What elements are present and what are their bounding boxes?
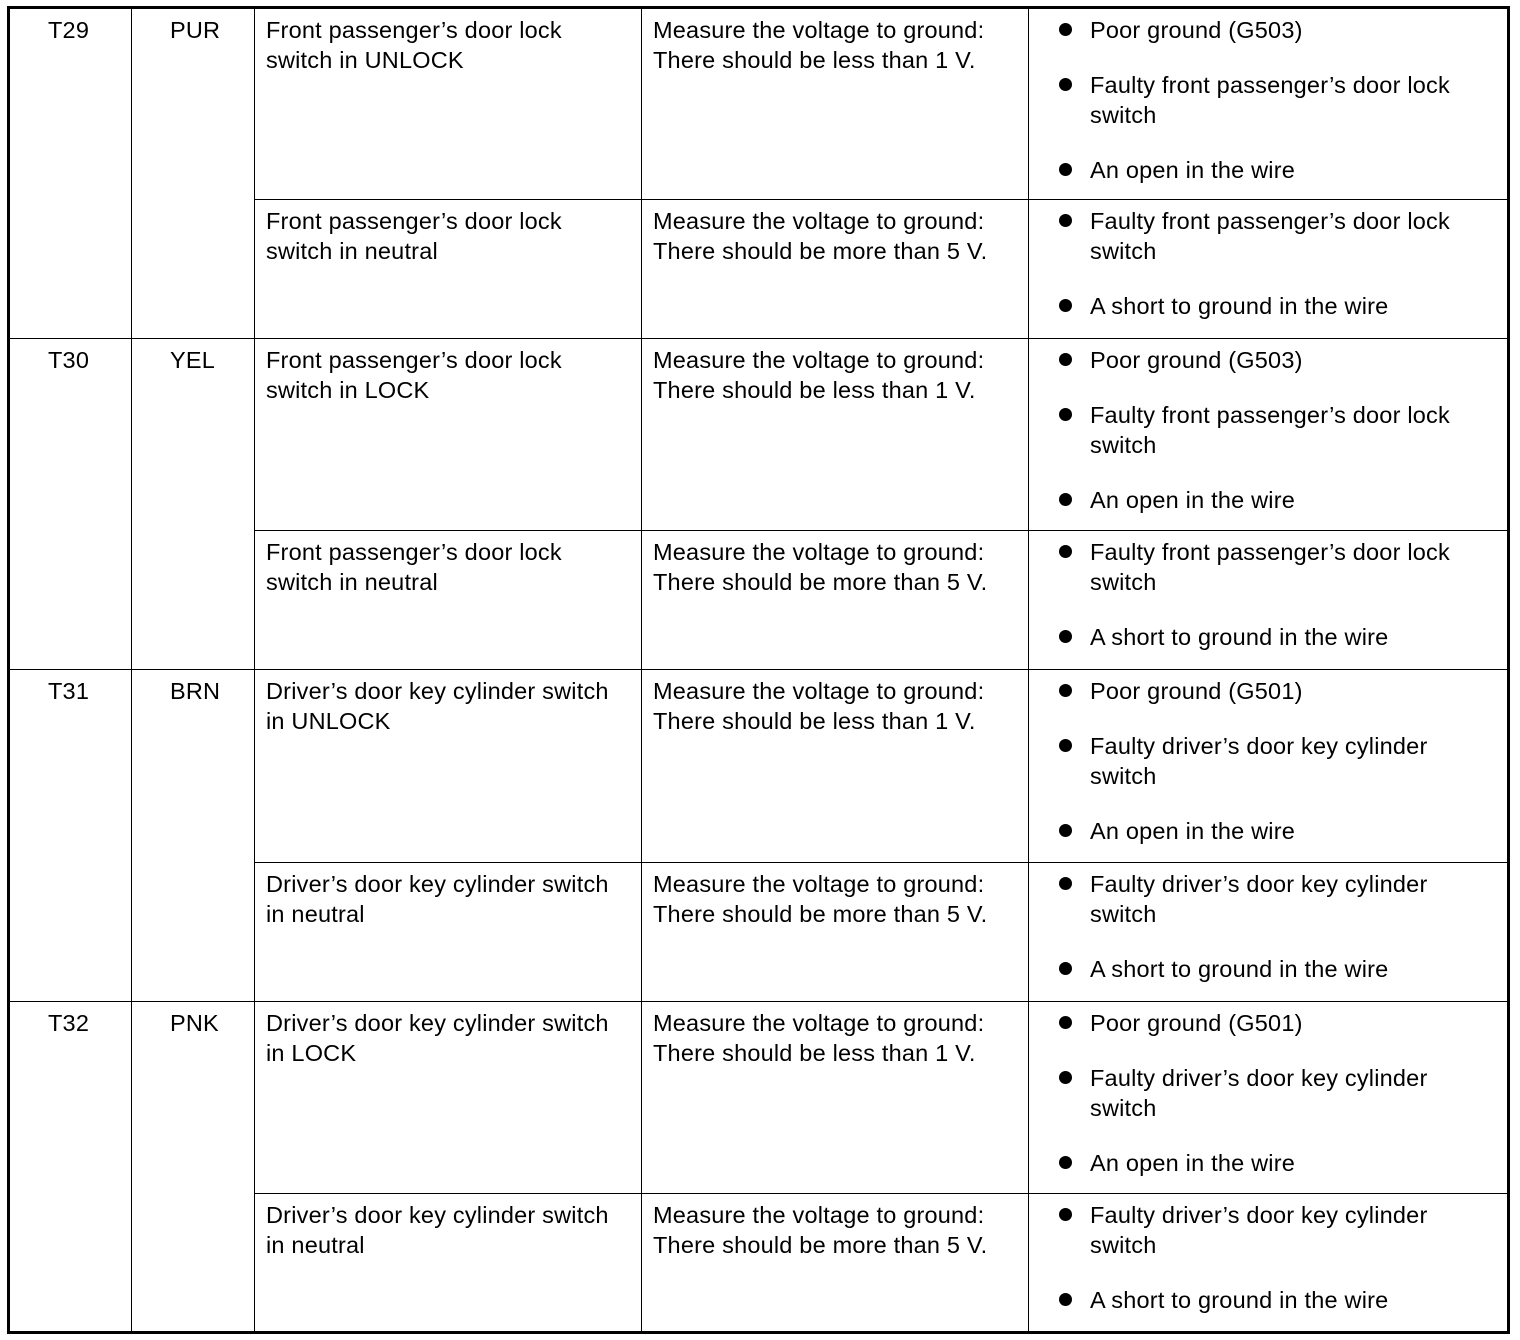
possible-cause-item: A short to ground in the wire	[1029, 291, 1499, 321]
possible-cause-cell	[1029, 200, 1509, 339]
test-desired-result-cell	[642, 200, 1029, 339]
test-condition-line: Driver’s door key cylinder switch	[266, 1201, 609, 1228]
possible-cause-list	[1029, 9, 1507, 185]
possible-cause-cell	[1029, 339, 1509, 531]
test-condition-line: in LOCK	[266, 1039, 357, 1066]
terminal-cell	[9, 339, 132, 670]
test-result-line: There should be more than 5 V.	[653, 569, 988, 596]
possible-cause-item: Faulty front passenger’s door lock switch	[1029, 537, 1499, 597]
bullet-icon	[1059, 824, 1072, 837]
test-result-line: Measure the voltage to ground:	[653, 539, 985, 566]
possible-cause-item: Poor ground (G503)	[1029, 15, 1499, 45]
test-desired-result-cell	[642, 1001, 1029, 1193]
bullet-icon	[1059, 684, 1072, 697]
bullet-icon	[1059, 493, 1072, 506]
test-condition-line: Front passenger’s door lock	[266, 347, 562, 374]
test-result-line: Measure the voltage to ground:	[653, 1009, 985, 1036]
bullet-icon	[1059, 299, 1072, 312]
test-desired-result-cell	[642, 8, 1029, 200]
test-result-line: There should be less than 1 V.	[653, 708, 976, 735]
bullet-icon	[1059, 78, 1072, 91]
bullet-icon	[1059, 1016, 1072, 1029]
possible-cause-cell	[1029, 531, 1509, 670]
possible-cause-item: An open in the wire	[1029, 1148, 1499, 1178]
wire-color-label: PUR	[170, 17, 221, 43]
test-condition-cell	[255, 339, 642, 531]
possible-cause-list	[1029, 339, 1507, 515]
possible-cause-item: Faulty front passenger’s door lock switch	[1029, 400, 1499, 460]
bullet-icon	[1059, 739, 1072, 752]
possible-cause-item: Faulty front passenger’s door lock switch	[1029, 206, 1499, 266]
test-condition-cell	[255, 862, 642, 1001]
wire-color-label: BRN	[170, 678, 221, 705]
terminal-label: T30	[48, 347, 90, 374]
test-condition-line: switch in neutral	[266, 238, 438, 265]
test-result-line: Measure the voltage to ground:	[653, 208, 985, 235]
bullet-icon	[1059, 214, 1072, 227]
wire-color-cell	[132, 8, 255, 339]
possible-cause-cell	[1029, 1001, 1509, 1193]
test-result-line: There should be less than 1 V.	[653, 1039, 976, 1066]
test-result-line: There should be more than 5 V.	[653, 238, 988, 265]
possible-cause-list	[1029, 1194, 1507, 1315]
test-result-line: There should be more than 5 V.	[653, 1231, 988, 1258]
test-condition-line: Driver’s door key cylinder switch	[266, 870, 609, 897]
test-condition-cell	[255, 1193, 642, 1332]
test-result-line: Measure the voltage to ground:	[653, 678, 985, 705]
test-condition-cell	[255, 670, 642, 862]
possible-cause-item: Faulty driver’s door key cylinder switch	[1029, 869, 1499, 929]
possible-cause-item: An open in the wire	[1029, 155, 1499, 185]
bullet-icon	[1059, 1293, 1072, 1306]
possible-cause-list	[1029, 200, 1507, 321]
possible-cause-item: Poor ground (G501)	[1029, 1008, 1499, 1038]
possible-cause-cell	[1029, 8, 1509, 200]
possible-cause-item: A short to ground in the wire	[1029, 622, 1499, 652]
test-condition-line: Driver’s door key cylinder switch	[266, 678, 609, 705]
possible-cause-item: Poor ground (G503)	[1029, 345, 1499, 375]
wire-color-cell	[132, 339, 255, 670]
terminal-cell	[9, 1001, 132, 1332]
bullet-icon	[1059, 962, 1072, 975]
wire-color-cell	[132, 670, 255, 1001]
possible-cause-item: A short to ground in the wire	[1029, 1285, 1499, 1315]
table-row	[9, 1001, 1509, 1193]
test-desired-result-cell	[642, 531, 1029, 670]
bullet-icon	[1059, 163, 1072, 176]
test-condition-line: switch in LOCK	[266, 377, 430, 404]
wire-color-label: YEL	[170, 347, 216, 374]
terminal-label: T29	[48, 17, 90, 43]
possible-cause-cell	[1029, 1193, 1509, 1332]
test-desired-result-cell	[642, 862, 1029, 1001]
possible-cause-list	[1029, 531, 1507, 652]
test-condition-line: Front passenger’s door lock	[266, 539, 562, 566]
possible-cause-cell	[1029, 862, 1509, 1001]
possible-cause-list	[1029, 670, 1507, 846]
table-row	[9, 339, 1509, 531]
possible-cause-item: Faulty driver’s door key cylinder switch	[1029, 731, 1499, 791]
possible-cause-item: Faulty driver’s door key cylinder switch	[1029, 1200, 1499, 1260]
test-desired-result-cell	[642, 1193, 1029, 1332]
test-condition-line: switch in neutral	[266, 569, 438, 596]
bullet-icon	[1059, 1208, 1072, 1221]
bullet-icon	[1059, 23, 1072, 36]
possible-cause-cell	[1029, 670, 1509, 862]
test-desired-result-cell	[642, 670, 1029, 862]
terminal-label: T32	[48, 1009, 90, 1036]
test-condition-cell	[255, 8, 642, 200]
test-result-line: There should be less than 1 V.	[653, 377, 976, 404]
test-condition-cell	[255, 1001, 642, 1193]
test-condition-line: Front passenger’s door lock	[266, 17, 562, 43]
test-condition-line: Front passenger’s door lock	[266, 208, 562, 235]
test-condition-cell	[255, 200, 642, 339]
test-condition-line: Driver’s door key cylinder switch	[266, 1009, 609, 1036]
test-result-line: There should be more than 5 V.	[653, 900, 988, 927]
possible-cause-item: A short to ground in the wire	[1029, 954, 1499, 984]
test-condition-line: in UNLOCK	[266, 708, 391, 735]
bullet-icon	[1059, 630, 1072, 643]
test-result-line: There should be less than 1 V.	[653, 47, 976, 73]
terminal-cell	[9, 670, 132, 1001]
table-body	[9, 8, 1509, 1333]
table-row	[9, 8, 1509, 200]
test-result-line: Measure the voltage to ground:	[653, 870, 985, 897]
bullet-icon	[1059, 1156, 1072, 1169]
bullet-icon	[1059, 1071, 1072, 1084]
terminal-cell	[9, 8, 132, 339]
test-result-line: Measure the voltage to ground:	[653, 1201, 985, 1228]
test-condition-line: in neutral	[266, 1231, 365, 1258]
wire-color-cell	[132, 1001, 255, 1332]
possible-cause-list	[1029, 1002, 1507, 1178]
wire-color-label: PNK	[170, 1009, 219, 1036]
terminal-label: T31	[48, 678, 90, 705]
bullet-icon	[1059, 353, 1072, 366]
test-condition-cell	[255, 531, 642, 670]
possible-cause-item: Poor ground (G501)	[1029, 676, 1499, 706]
table-row	[9, 670, 1509, 862]
test-result-line: Measure the voltage to ground:	[653, 17, 985, 43]
possible-cause-item: Faulty driver’s door key cylinder switch	[1029, 1063, 1499, 1123]
test-condition-line: switch in UNLOCK	[266, 47, 464, 73]
test-result-line: Measure the voltage to ground:	[653, 347, 985, 374]
possible-cause-list	[1029, 863, 1507, 984]
possible-cause-item: Faulty front passenger’s door lock switch	[1029, 70, 1499, 130]
bullet-icon	[1059, 408, 1072, 421]
possible-cause-item: An open in the wire	[1029, 485, 1499, 515]
test-desired-result-cell	[642, 339, 1029, 531]
bullet-icon	[1059, 877, 1072, 890]
troubleshooting-table	[7, 6, 1510, 1334]
test-condition-line: in neutral	[266, 900, 365, 927]
bullet-icon	[1059, 545, 1072, 558]
possible-cause-item: An open in the wire	[1029, 816, 1499, 846]
